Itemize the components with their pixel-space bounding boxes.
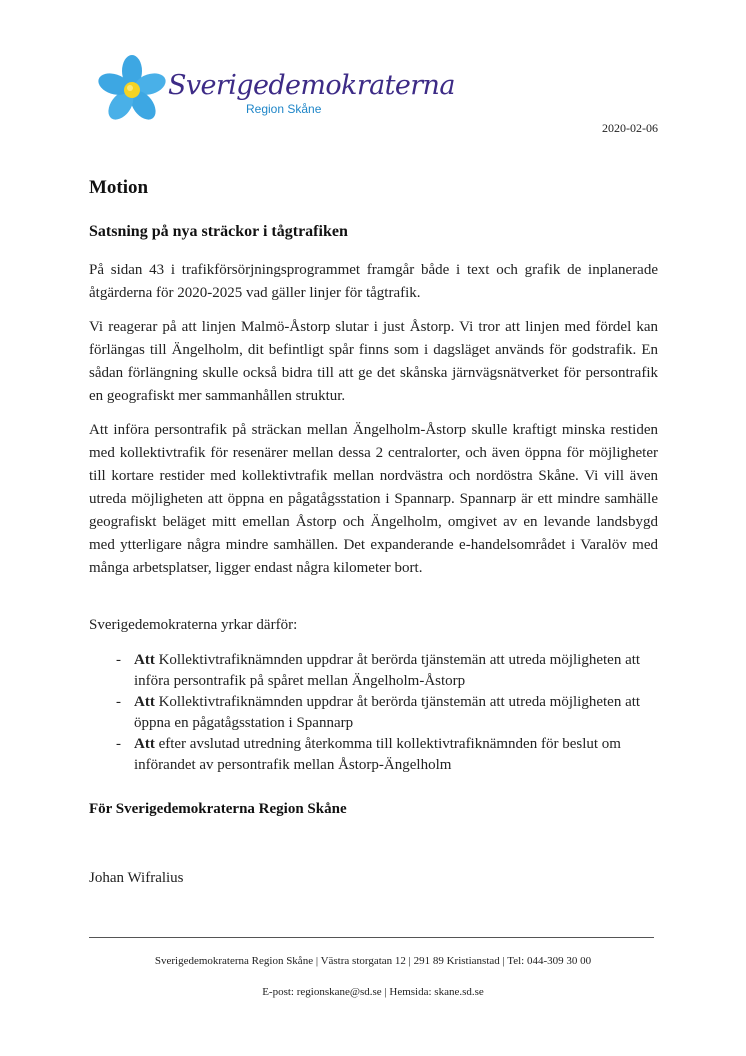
document-date: 2020-02-06 xyxy=(602,121,658,135)
demand-text: Kollektivtrafiknämnden uppdrar åt berörda tjänstemän att utreda möjligheten att införa persontrafik på spåret mellan Ängelholm-Åstorp xyxy=(134,652,641,689)
demand-text: efter avslutad utredning återkomma till kollektivtrafiknämnden för beslut om införandet av persontrafik mellan Åstorp-Ängelholm xyxy=(134,736,621,773)
document-heading: Motion xyxy=(89,177,149,198)
list-item xyxy=(89,650,658,692)
logo-wordmark: Sverigedemokraterna xyxy=(168,70,455,101)
list-bullet: - xyxy=(116,652,121,668)
footer-address: Sverigedemokraterna Region Skåne | Västra storgatan 12 | 291 89 Kristianstad | Tel: 044-309 30 00 xyxy=(154,955,592,967)
footer-divider xyxy=(89,937,654,938)
party-logo xyxy=(96,50,455,130)
signoff-name: Johan Wifralius xyxy=(89,870,184,886)
list-item xyxy=(89,692,658,734)
signoff-organization: För Sverigedemokraterna Region Skåne xyxy=(89,801,347,817)
paragraph-proposal: Att införa persontrafik på sträckan mellan Ängelholm-Åstorp skulle kraftigt minska restiden med kollektivtrafik för resenärer mellan dessa 2 centralorter, och även öppna för möjligheter till kortare restider med kollektivtrafik mellan nordvästra och nordöstra Skåne. Vi vill även utreda möjligheten att öppna en pågatågsstation i Spannarp. Spannarp är ett mindre samhälle geografiskt beläget mitt emellan Åstorp och Ängelholm, omgivet av en levande landsbygd med ytterligare några mindre samhällen. Det expanderande e-handelsområdet i Varalöv med många arbetsplatser, ligger endast några kilometer bort. xyxy=(89,422,658,576)
paragraph-reaction: Vi reagerar på att linjen Malmö-Åstorp slutar i just Åstorp. Vi tror att linjen med fördel kan förlängas till Ängelholm, dit befintligt spår finns som i dagsläget används för godstrafik. En sådan förlängning skulle också bidra till att ge det skånska järnvägsnätverket för persontrafik en geografiskt mer sammanhållen struktur. xyxy=(89,319,658,404)
footer-contact: E-post: regionskane@sd.se | Hemsida: skane.sd.se xyxy=(262,986,484,998)
demand-text: Kollektivtrafiknämnden uppdrar åt berörda tjänstemän att utreda möjligheten att öppna en pågatågsstation i Spannarp xyxy=(134,694,641,731)
demand-keyword: Att xyxy=(134,652,155,668)
paragraph-demand-intro: Sverigedemokraterna yrkar därför: xyxy=(89,617,298,633)
demand-keyword: Att xyxy=(134,694,155,710)
demand-list xyxy=(89,650,658,776)
logo-region-label: Region Skåne xyxy=(246,102,322,116)
list-bullet: - xyxy=(116,694,121,710)
document-subheading: Satsning på nya sträckor i tågtrafiken xyxy=(89,223,348,240)
flower-icon xyxy=(96,54,168,126)
demand-keyword: Att xyxy=(134,736,155,752)
list-bullet: - xyxy=(116,736,121,752)
paragraph-intro: På sidan 43 i trafikförsörjningsprogrammet framgår både i text och grafik de inplanerade åtgärderna för 2020-2025 vad gäller linjer för tågtrafik. xyxy=(89,262,658,301)
list-item xyxy=(89,734,658,776)
